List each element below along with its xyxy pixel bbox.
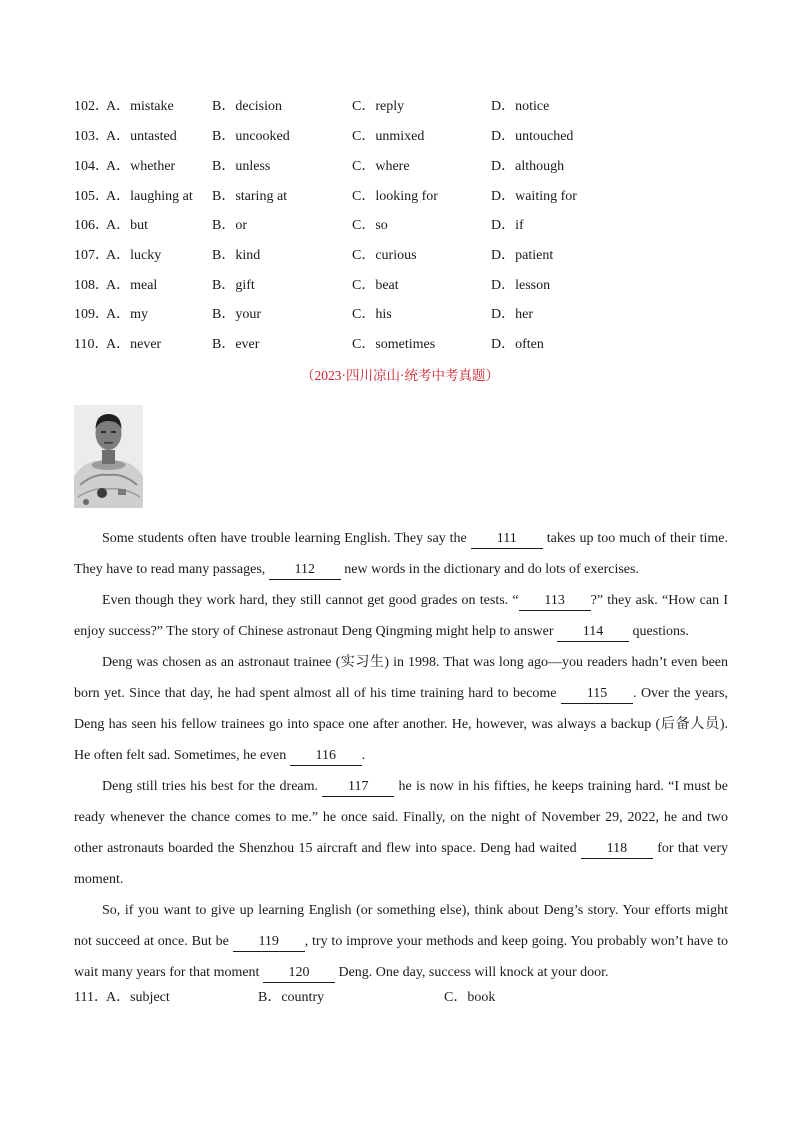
blank-114: 114 (557, 623, 629, 642)
passage-text: So, if you want to give up learning English (or something else), think about Deng’s story. Your efforts might not succeed at once. But be (74, 903, 728, 949)
passage-paragraph-3 (74, 647, 728, 771)
passage-paragraph-5 (74, 895, 728, 988)
option-b: B．ever (212, 337, 260, 352)
passage-paragraph-4 (74, 771, 728, 895)
passage-text: questions. (629, 624, 689, 639)
option-a: A．lucky (106, 248, 162, 263)
blank-111: 111 (471, 530, 543, 549)
option-c: C．reply (352, 99, 405, 114)
question-number: 106． (74, 218, 109, 233)
blank-120: 120 (263, 964, 335, 983)
passage-text: Even though they work hard, they still cannot get good grades on tests. “ (102, 593, 519, 608)
question-number: 104． (74, 159, 109, 174)
option-d: D．untouched (491, 129, 574, 144)
option-b: B．uncooked (212, 129, 290, 144)
option-a: A．my (106, 307, 148, 322)
blank-112: 112 (269, 561, 341, 580)
option-c: C．unmixed (352, 129, 425, 144)
option-b: B．country (258, 990, 325, 1005)
question-row-103 (74, 126, 734, 148)
passage-text: for that very moment. (74, 841, 728, 887)
passage-text: ?” they ask. “How can I enjoy success?” The story of Chinese astronaut Deng Qingming might help to answer (74, 593, 728, 639)
passage-text: , try to improve your methods and keep going. You probably won’t have to wait many years for that moment (74, 934, 728, 980)
passage-paragraph-1 (74, 523, 728, 585)
blank-119: 119 (233, 933, 305, 952)
astronaut-photo-image (74, 405, 143, 508)
question-number: 110． (74, 337, 109, 352)
option-b: B．or (212, 218, 247, 233)
passage-text: Deng still tries his best for the dream. (102, 779, 323, 794)
option-d: D．if (491, 218, 524, 233)
option-b: B．decision (212, 99, 282, 114)
question-row-102 (74, 96, 734, 118)
blank-113: 113 (519, 592, 591, 611)
option-c: C．where (352, 159, 410, 174)
option-b: B．staring at (212, 189, 288, 204)
question-number: 108． (74, 278, 109, 293)
option-a: A．whether (106, 159, 176, 174)
passage-text: new words in the dictionary and do lots of exercises. (340, 562, 639, 577)
option-c: C．his (352, 307, 392, 322)
passage-text: Some students often have trouble learning English. They say the (102, 531, 471, 546)
question-row-108 (74, 275, 734, 297)
blank-117: 117 (322, 778, 394, 797)
option-c: C．so (352, 218, 388, 233)
option-a: A．never (106, 337, 162, 352)
question-row-105 (74, 186, 734, 208)
question-row-110 (74, 334, 734, 356)
question-number: 107． (74, 248, 109, 263)
option-d: D．waiting for (491, 189, 577, 204)
blank-118: 118 (581, 840, 653, 859)
option-a: A．mistake (106, 99, 174, 114)
astronaut-photo (74, 405, 143, 508)
option-a: A．subject (106, 990, 170, 1005)
option-a: A．meal (106, 278, 158, 293)
option-a: A．laughing at (106, 189, 193, 204)
passage-text: Deng was chosen as an astronaut trainee (实习生) in 1998. That was long ago—you readers hadn’t even been born yet. Since that day, he had spent almost all of his time training hard to become (74, 655, 728, 701)
option-a: A．but (106, 218, 148, 233)
question-row-104 (74, 156, 734, 178)
question-row-106 (74, 215, 734, 237)
question-number: 111． (74, 990, 108, 1005)
blank-115: 115 (561, 685, 633, 704)
question-number: 105． (74, 189, 109, 204)
blank-116: 116 (290, 747, 362, 766)
passage-text: Deng. One day, success will knock at your door. (334, 965, 609, 980)
question-number: 103． (74, 129, 109, 144)
option-b: B．gift (212, 278, 255, 293)
question-number: 109． (74, 307, 109, 322)
question-row-107 (74, 245, 734, 267)
passage-text: . (361, 748, 366, 763)
option-c: C．beat (352, 278, 399, 293)
reading-passage (74, 523, 728, 988)
option-d: D．patient (491, 248, 554, 263)
option-a: A．untasted (106, 129, 177, 144)
passage-paragraph-2 (74, 585, 728, 647)
question-row-109 (74, 304, 734, 326)
passage-text: takes up too much of their time. They have to read many passages, (74, 531, 728, 577)
option-d: D．often (491, 337, 544, 352)
question-row-111 (74, 987, 734, 1009)
option-b: B．unless (212, 159, 271, 174)
option-d: D．lesson (491, 278, 551, 293)
exam-source-label: （2023·四川凉山·统考中考真题） (301, 368, 499, 383)
option-d: D．her (491, 307, 533, 322)
passage-text: . Over the years, Deng has seen his fellow trainees go into space one after another. He, however, was always a backup (后备人员). He often felt sad. Sometimes, he even (74, 686, 728, 763)
option-b: B．kind (212, 248, 261, 263)
option-c: C．sometimes (352, 337, 436, 352)
option-c: C．looking for (352, 189, 438, 204)
passage-text: he is now in his fifties, he keeps training hard. “I must be ready whenever the chance comes to me.” he once said. Finally, on the night of November 29, 2022, he and two other astronauts boarded the Shenzhou 15 aircraft and flew into space. Deng had waited (74, 779, 729, 856)
option-d: D．although (491, 159, 565, 174)
option-d: D．notice (491, 99, 550, 114)
option-c: C．curious (352, 248, 417, 263)
option-b: B．your (212, 307, 261, 322)
option-c: C．book (444, 990, 496, 1005)
question-number: 102． (74, 99, 109, 114)
